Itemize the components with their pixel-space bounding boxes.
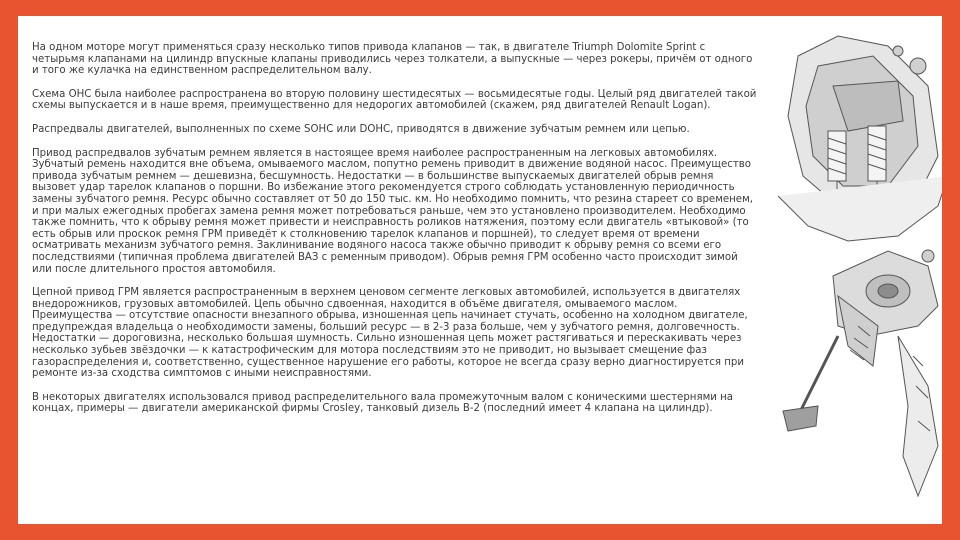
paragraph-shaft-drive: В некоторых двигателях использовался привод распределительного вала промежуточным валом с коническими шестернями на концах, примеры — двигатели американской фирмы Crosley, танковый дизель В-2 (последний имеет 4 клапана на цилиндр). <box>32 391 734 415</box>
paragraph-valve-drive-types: На одном моторе могут применяться сразу несколько типов привода клапанов — так, в двигателе Triumph Dolomite Sprint с четырьмя клапанами на цилиндр впускные клапаны приводились через толкатели, а выпускные — через рокеры, причём от одного и того же кулачка на единственном распределительном валу. <box>32 42 753 77</box>
paragraph-belt-drive: Привод распредвалов зубчатым ремнем является в настоящее время наиболее распространенным на легковых автомобилях. Зубчатый ремень находится вне объема, омываемого маслом, попутно ремень приводит в движение водяной насос. Преимущество привода зубчатым ремнем — дешевизна, бесшумность. Недостатки — в большинстве выпускаемых двигателей обрыв ремня вызовет удар тарелок клапанов о поршни. Во избежание этого рекомендуется строго соблюдать установленную периодичность замены зубчатого ремня. Ресурс обычно составляет от 50 до 150 тыс. км. Но необходимо помнить, что резина стареет со временем, и при малых ежегодных пробегах замена ремня может потребоваться раньше, чем это установлено производителем. Необходимо также помнить, что к обрыву ремня может привести и неисправность роликов натяжения, поэтому если двигатель «втыковой» (то есть обрыв или проскок ремня ГРМ приведёт к столкновению тарелок клапанов и поршней), то следует время от времени осматривать механизм зубчатого ремня. Заклинивание водяного насоса также обычно приводит к обрыву ремня со всеми его последствиями (типичная проблема двигателей ВАЗ с ременным приводом). Обрыв ремня ГРМ особенно часто происходит зимой или после длительного простоя автомобиля. <box>32 147 753 275</box>
valvetrain-diagram-icon <box>778 26 942 524</box>
slide <box>18 16 942 524</box>
paragraph-chain-drive: Цепной привод ГРМ является распространенным в верхнем ценовом сегменте легковых автомобилей, используется в двигателях внедорожников, грузовых автомобилей. Цепь обычно сдвоенная, находится в объёме двигателя, омываемого маслом. Преимущества — отсутствие опасности внезапного обрыва, изношенная цепь начинает стучать, особенно на холодном двигателе, предупреждая владельца о необходимости замены, больший ресурс — в 2-3 раза больше, чем у зубчатого ремня, долговечность. Недостатки — дороговизна, несколько большая шумность. Сильно изношенная цепь может растягиваться и перескакивать через несколько зубьев звёздочки — к катастрофическим для мотора последствиям это не приводит, но вызывает смещение фаз газораспределения и, соответственно, существенное нарушение его работы, которое не всегда сразу верно диагностируется при ремонте из-за сходства симптомов с иными неисправностями. <box>32 287 748 380</box>
paragraph-camshaft-drive: Распредвалы двигателей, выполненных по схеме SOHC или DOHC, приводятся в движение зубчатым ремнем или цепью. <box>32 123 690 135</box>
slide-text <box>32 42 758 427</box>
paragraph-ohc-scheme: Схема OHC была наиболее распространена во вторую половину шестидесятых — восьмидесятые годы. Целый ряд двигателей такой схемы выпускается и в наше время, преимущественно для недорогих автомобилей (скажем, ряд двигателей Renault Logan). <box>32 88 757 112</box>
